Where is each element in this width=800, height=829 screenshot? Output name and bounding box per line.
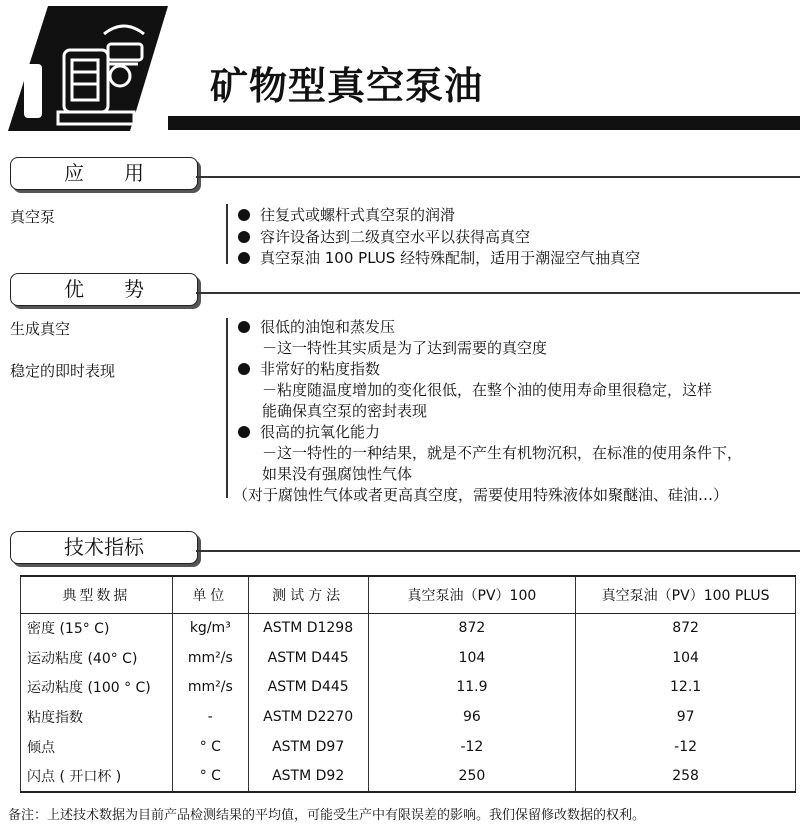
- table-cell: ASTM D1298: [248, 613, 368, 643]
- table-cell: 104: [368, 643, 576, 673]
- bullet-icon: [238, 426, 250, 438]
- table-cell: mm²/s: [172, 673, 248, 703]
- advantage-detail: －粘度随温度增加的变化很低，在整个油的使用寿命里很稳定，这样: [262, 381, 713, 399]
- table-cell: 104: [576, 643, 796, 673]
- table-cell: ° C: [172, 762, 248, 792]
- table-cell: 872: [576, 613, 796, 643]
- table-cell: 12.1: [576, 673, 796, 703]
- bullet-icon: [238, 321, 250, 333]
- table-cell: 闪点 ( 开口杯 ): [21, 762, 173, 792]
- table-cell: 872: [368, 613, 576, 643]
- table-row: [21, 732, 796, 762]
- table-cell: -12: [576, 732, 796, 762]
- column-header: 真空泵油（PV）100 PLUS: [576, 576, 796, 613]
- table-cell: 258: [576, 762, 796, 792]
- table-cell: ASTM D97: [248, 732, 368, 762]
- column-header: 单位: [172, 576, 248, 613]
- table-cell: ASTM D445: [248, 673, 368, 703]
- advantage-detail: －这一特性其实质是为了达到需要的真空度: [262, 339, 548, 357]
- table-cell: kg/m³: [172, 613, 248, 643]
- advantage-detail: 如果没有强腐蚀性气体: [262, 465, 413, 483]
- application-bullet: 真空泵油 100 PLUS 经特殊配制，适用于潮湿空气抽真空: [238, 247, 640, 269]
- page-title: 矿物型真空泵油: [210, 64, 484, 108]
- table-cell: -: [172, 702, 248, 732]
- bullet-icon: [238, 252, 250, 264]
- bullet-icon: [238, 231, 250, 243]
- section-divider: [196, 550, 800, 552]
- table-row: [21, 673, 796, 703]
- table-cell: 11.9: [368, 673, 576, 703]
- advantage-bullet: 很高的抗氧化能力: [238, 421, 380, 443]
- table-cell: 运动粘度 (40° C): [21, 643, 173, 673]
- column-header: 测试方法: [248, 576, 368, 613]
- table-row: [21, 613, 796, 643]
- advantage-footnote: （对于腐蚀性气体或者更高真空度，需要使用特殊液体如聚醚油、硅油…）: [233, 486, 729, 504]
- section-divider: [196, 292, 800, 294]
- table-cell: ASTM D92: [248, 762, 368, 792]
- table-cell: ° C: [172, 732, 248, 762]
- table-header-row: [21, 576, 796, 613]
- application-bullet: 往复式或螺杆式真空泵的润滑: [238, 204, 455, 226]
- vacuum-pump-logo: [8, 6, 168, 131]
- advantage-detail: 能确保真空泵的密封表现: [262, 402, 428, 420]
- footnote: 备注：上述技术数据为目前产品检测结果的平均值，可能受生产中有限误差的影响。我们保留修改数据的权利。: [8, 808, 646, 823]
- vertical-divider: [226, 204, 228, 264]
- table-cell: 250: [368, 762, 576, 792]
- table-cell: 粘度指数: [21, 702, 173, 732]
- table-cell: 97: [576, 702, 796, 732]
- spec-table: [20, 575, 796, 793]
- title-rule: [168, 116, 800, 130]
- table-cell: 96: [368, 702, 576, 732]
- table-row: [21, 643, 796, 673]
- application-label: 真空泵: [10, 208, 56, 226]
- column-header: 典型数据: [21, 576, 173, 613]
- section-tab-specs: 技术指标: [10, 531, 198, 564]
- section-tab-advantages: 优 势: [10, 273, 198, 306]
- bullet-icon: [238, 209, 250, 221]
- bullet-icon: [238, 363, 250, 375]
- table-cell: ASTM D2270: [248, 702, 368, 732]
- section-tab-application: 应 用: [10, 157, 198, 190]
- table-cell: mm²/s: [172, 643, 248, 673]
- table-cell: -12: [368, 732, 576, 762]
- advantage-bullet: 非常好的粘度指数: [238, 358, 380, 380]
- table-cell: ASTM D445: [248, 643, 368, 673]
- section-divider: [196, 176, 800, 178]
- advantage-bullet: 很低的油饱和蒸发压: [238, 316, 395, 338]
- table-cell: 密度 (15° C): [21, 613, 173, 643]
- column-header: 真空泵油（PV）100: [368, 576, 576, 613]
- advantage-label: 生成真空: [10, 320, 71, 338]
- advantage-detail: －这一特性的一种结果，就是不产生有机物沉积，在标准的使用条件下，: [262, 444, 743, 462]
- table-row: [21, 702, 796, 732]
- table-row: [21, 762, 796, 792]
- vertical-divider: [226, 318, 228, 498]
- advantage-label: 稳定的即时表现: [10, 362, 116, 380]
- application-bullet: 容许设备达到二级真空水平以获得高真空: [238, 226, 530, 248]
- table-cell: 倾点: [21, 732, 173, 762]
- table-cell: 运动粘度 (100 ° C): [21, 673, 173, 703]
